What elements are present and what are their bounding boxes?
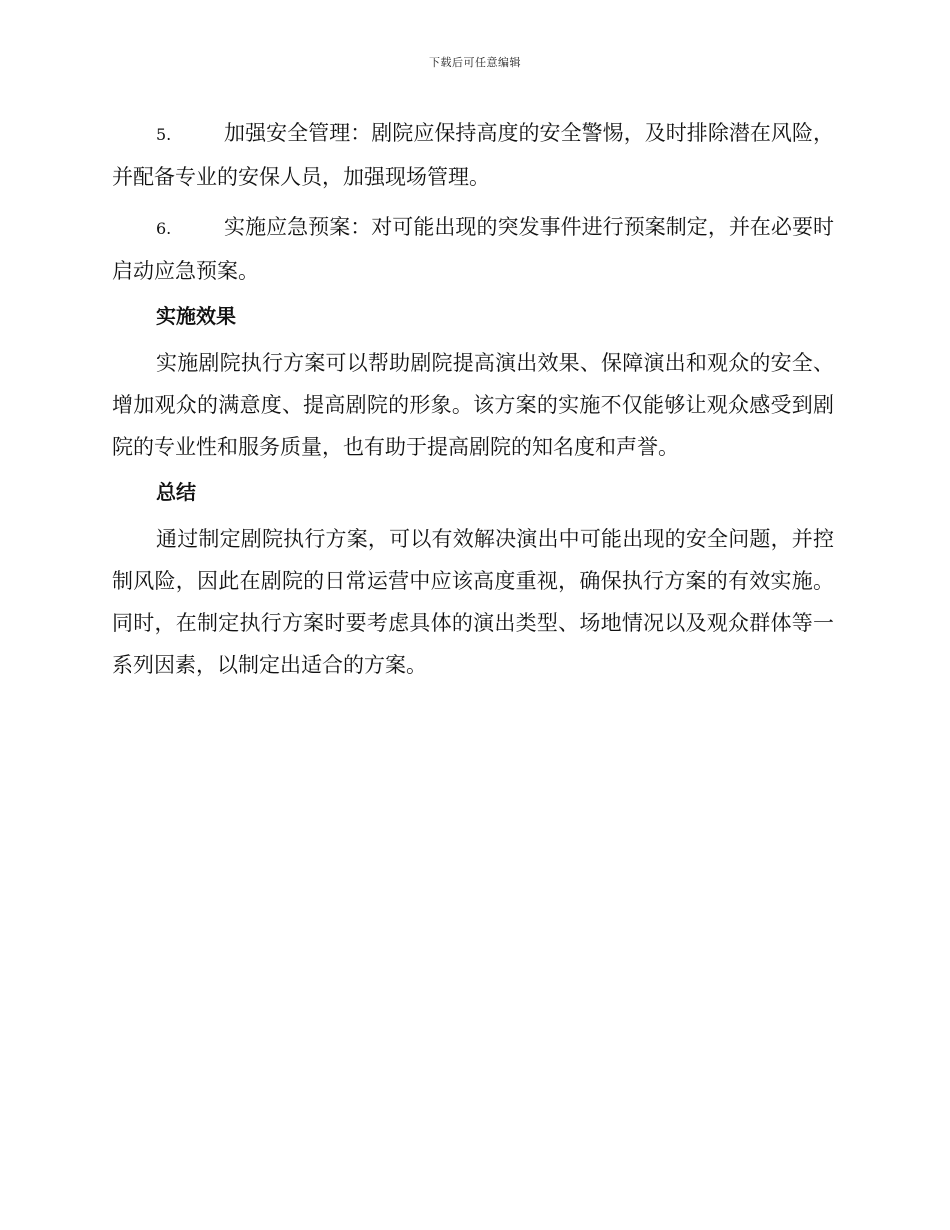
list-item-5 bbox=[112, 112, 834, 198]
list-text: 实施应急预案：对可能出现的突发事件进行预案制定，并在必要时启动应急预案。 bbox=[112, 215, 834, 283]
section-heading-summary: 总结 bbox=[156, 480, 196, 504]
list-text: 加强安全管理：剧院应保持高度的安全警惕，及时排除潜在风险，并配备专业的安保人员，加强现场管理。 bbox=[112, 121, 834, 189]
section-paragraph-summary: 通过制定剧院执行方案，可以有效解决演出中可能出现的安全问题，并控制风险，因此在剧院的日常运营中应该高度重视，确保执行方案的有效实施。同时，在制定执行方案时要考虑具体的演出类型、场地情况以及观众群体等一系列因素，以制定出适合的方案。 bbox=[112, 527, 834, 677]
section-paragraph-effect: 实施剧院执行方案可以帮助剧院提高演出效果、保障演出和观众的安全、增加观众的满意度、提高剧院的形象。该方案的实施不仅能够让观众感受到剧院的专业性和服务质量，也有助于提高剧院的知名度和声誉。 bbox=[112, 351, 834, 459]
list-item-6 bbox=[112, 206, 834, 292]
list-number: 6. bbox=[156, 219, 172, 238]
document-body bbox=[112, 112, 834, 696]
section-heading-effect: 实施效果 bbox=[156, 304, 236, 328]
page-header-note: 下载后可任意编辑 bbox=[429, 56, 521, 69]
list-number: 5. bbox=[156, 125, 172, 144]
